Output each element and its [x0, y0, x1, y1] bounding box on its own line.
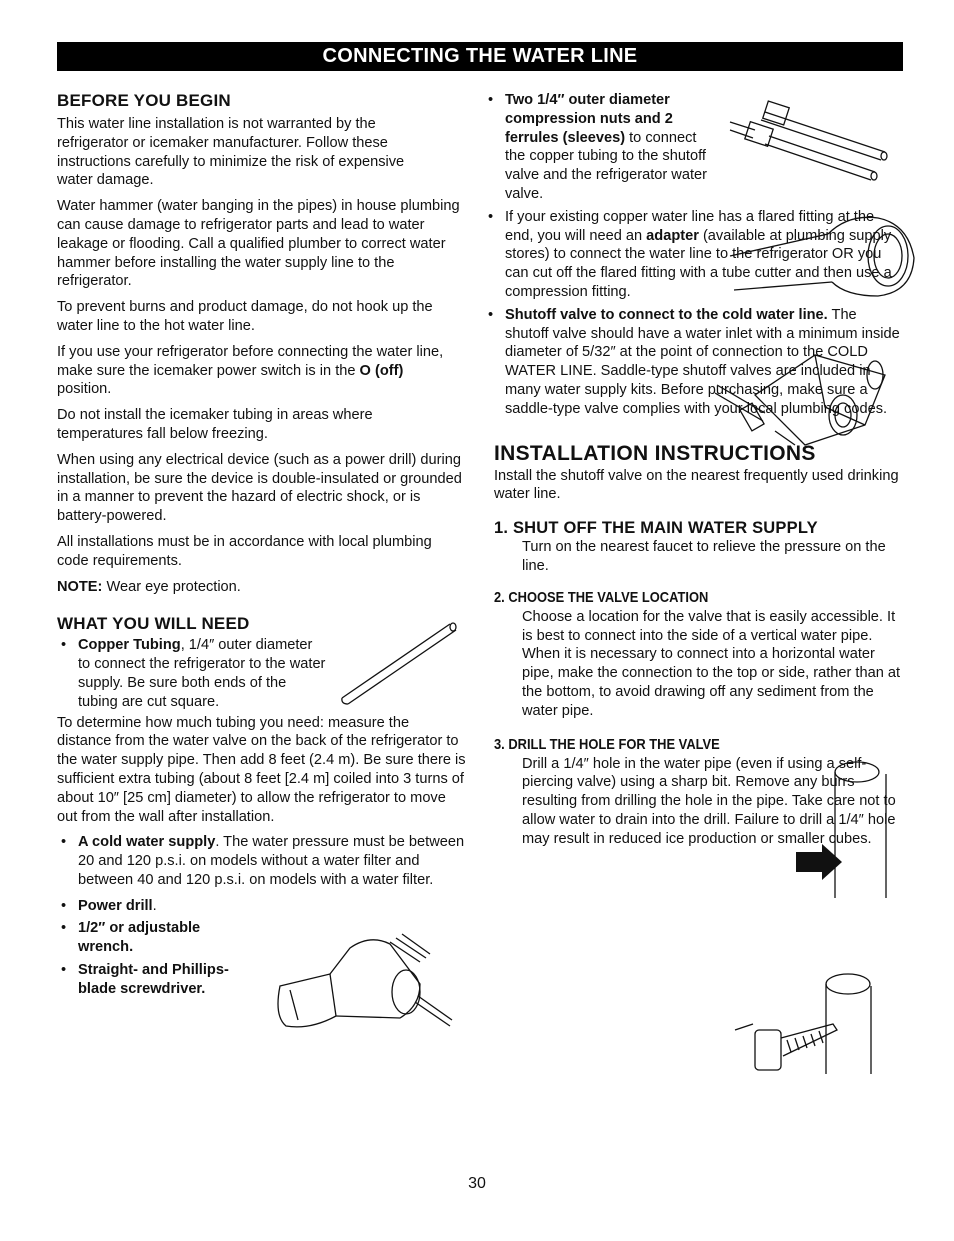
- need-item-screwdriver: [57, 961, 257, 999]
- power-drill-icon: [270, 930, 455, 1035]
- need-measure: To determine how much tubing you need: measure the distance from the water valve on the back of the refrigerator to the water supply pipe. Then add 8 feet (2.4 m). Be sure there is sufficient extra tubing (about 8 feet [2.4 m] coiled into 3 turns of about 10″ [25 cm] diameter) to allow the refrigerator to move out from the wall after installation.: [57, 714, 466, 825]
- step3-text: Drill a 1/4″ hole in the water pipe (even if using a self-piercing valve) using a sharp bit. Remove any burrs resulting from drilling the hole in the pipe. Take care not to allow water to drain into the drill. Failure to drill a 1/4″ hole may result in reduced ice production or smaller cubes.: [522, 755, 896, 847]
- need-item-wrench: [57, 919, 227, 957]
- before-p4-switch: O (off): [359, 362, 404, 379]
- need-item-tubing: [57, 636, 327, 711]
- vertical-pipe-arrow-icon: [792, 760, 892, 900]
- drill-dot: .: [152, 897, 157, 914]
- before-p6: When using any electrical device (such as a power drill) during installation, be sure the device is double-insulated or grounded in a manner to prevent the hazard of electric shock, or is battery-powered.: [57, 451, 462, 525]
- install-intro: Install the shutoff valve on the nearest frequently used drinking water line.: [494, 467, 899, 503]
- before-p4: [57, 343, 447, 399]
- wrench-label: 1/2″ or adjustable wrench.: [78, 920, 201, 956]
- shutoff-valve-icon: [715, 335, 895, 455]
- step3-title: 3. DRILL THE HOLE FOR THE VALVE: [494, 735, 720, 753]
- drill-into-pipe-icon: [733, 968, 883, 1078]
- cold-water-text: . The water pressure must be between 20 and 120 p.s.i. on models without a water filter and between 40 and 120 p.s.i. on models with a water filter.: [78, 834, 465, 888]
- adapter-label: adapter: [646, 227, 699, 244]
- part-compression-nuts: [484, 91, 714, 204]
- need-item-drill: [57, 897, 467, 916]
- flared-adapter-icon: [728, 212, 918, 312]
- shutoff-text: The shutoff valve should have a water inlet with a minimum inside diameter of 5/32″ at the point of connection to the COLD WATER LINE. Saddle-type shutoff valves are included in many water supply kits. Before purchasing, make sure a saddle-type valve complies with your local plumbing codes.: [505, 306, 900, 417]
- before-p2: Water hammer (water banging in the pipes) in house plumbing can cause damage to refrigerator parts and lead to water leakage or flooding. Call a qualified plumber to correct water hammer before installing the water supply line to the refrigerator.: [57, 198, 460, 290]
- need-item-cold-water: [57, 833, 467, 889]
- page-number: 30: [468, 1175, 486, 1192]
- before-p3: To prevent burns and product damage, do not hook up the water line to the hot water line.: [57, 299, 433, 334]
- note-label: NOTE:: [57, 578, 103, 595]
- before-p4-text-c: position.: [57, 381, 112, 398]
- tubing-label: Copper Tubing: [78, 637, 181, 654]
- tubing-text: , 1/4″ outer diameter to connect the refrigerator to the water supply. Be sure both ends of the tubing are cut square.: [78, 637, 326, 710]
- left-column: [57, 91, 467, 1003]
- before-note: [57, 578, 467, 597]
- step1-title: 1. SHUT OFF THE MAIN WATER SUPPLY: [494, 519, 818, 538]
- step2-text: Choose a location for the valve that is easily accessible. It is best to connect into the side of a vertical water pipe. When it is necessary to connect into a horizontal water pipe, make the connection to the top or side, rather than at the bottom, to avoid drawing off any sediment from the water pipe.: [522, 608, 901, 719]
- right-column: [484, 91, 904, 856]
- adapter-text-b: (available at plumbing supply stores) to connect the water line to the refrigerator OR you can cut off the flared fitting with a tube cutter and then use a compression fitting.: [505, 227, 892, 300]
- page-banner: CONNECTING THE WATER LINE: [57, 42, 903, 71]
- step1-text: Turn on the nearest faucet to relieve the pressure on the line.: [522, 539, 886, 574]
- nuts-label: Two 1/4″ outer diameter compression nuts and 2 ferrules (sleeves): [505, 92, 673, 146]
- compression-nuts-icon: [725, 92, 895, 182]
- before-p7: All installations must be in accordance with local plumbing code requirements.: [57, 533, 432, 569]
- drill-label: Power drill: [78, 897, 153, 914]
- copper-tubing-icon: [338, 618, 460, 710]
- nuts-text: to connect the copper tubing to the shutoff valve and the refrigerator water valve.: [505, 129, 707, 202]
- step2-title: 2. CHOOSE THE VALVE LOCATION: [494, 588, 709, 606]
- before-p5: Do not install the icemaker tubing in areas where temperatures fall below freezing.: [57, 407, 373, 442]
- cold-water-label: A cold water supply: [78, 834, 216, 851]
- adapter-text-a: If your existing copper water line has a flared fitting at the end, you will need an: [505, 208, 875, 244]
- before-p1: This water line installation is not warranted by the refrigerator or icemaker manufacturer. Follow these instructions carefully to minimize the risk of expensive water damage.: [57, 116, 405, 189]
- screwdriver-label: Straight- and Phillips-blade screwdriver.: [78, 962, 229, 997]
- before-p4-text-a: If you use your refrigerator before connecting the water line, make sure the icemaker power switch is in the: [57, 343, 444, 379]
- before-heading: BEFORE YOU BEGIN: [57, 91, 231, 110]
- install-heading: INSTALLATION INSTRUCTIONS: [494, 441, 816, 465]
- shutoff-label: Shutoff valve to connect to the cold water line.: [505, 306, 828, 323]
- need-heading: WHAT YOU WILL NEED: [57, 614, 250, 634]
- note-text: Wear eye protection.: [102, 578, 241, 595]
